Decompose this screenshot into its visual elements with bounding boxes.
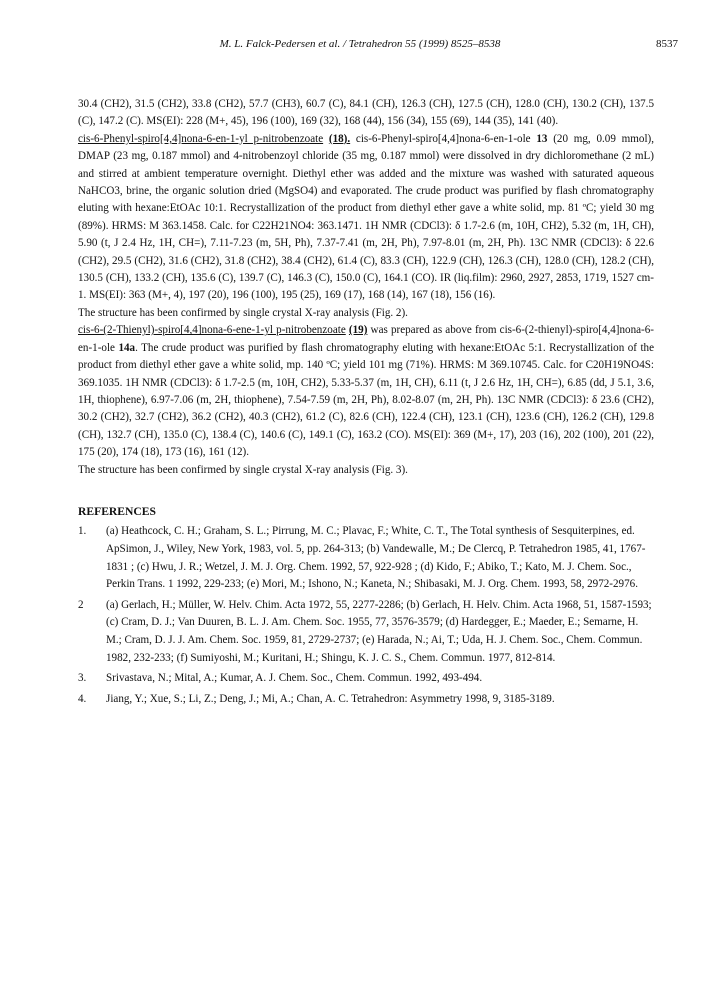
compound-18-title: cis-6-Phenyl-spiro[4,4]nona-6-en-1-yl p-nitrobenzoate — [78, 132, 324, 145]
xray-note-fig3: The structure has been confirmed by single crystal X-ray analysis (Fig. 3). — [78, 463, 408, 476]
reference-text: (a) Heathcock, C. H.; Graham, S. L.; Pirrung, M. C.; Plavac, F.; White, C. T., The Total synthesis of Sesquiterpines, ed. ApSimon, J., Wiley, New York, 1983, vol. 5, pp. 264-313; (b) Vandewalle, M.; De Clercq, P. Tetrahedron 1985, 41, 1767-1831 ; (c) Hwu, J. R.; Wetzel, J. M. J. Org. Chem. 1992, 57, 922-928 ; (d) Kido, F.; Abiko, T.; Kato, M. J. Chem. Soc., Perkin Trans. 1 1992, 229-233; (e) Mori, M.; Ishono, N.; Kaneta, N.; Shibasaki, M. J. Org. Chem. 1993, 58, 2972-2976. — [106, 525, 646, 591]
compound-18-number: (18). — [328, 132, 351, 145]
article-body — [78, 96, 654, 708]
compound-19-text-b: . The crude product was purified by flash chromatography eluting with hexane:EtOAc 5:1. Recrystallization of the product from diethyl ether gave a white solid, mp. 140 ºC; yield 101 mg (71%). HRMS: M 369.10745. Calc. for C20H19NO4S: 369.1035. 1H NMR (CDCl3): δ 1.7-2.5 (m, 10H, CH2), 5.33-5.37 (m, 1H, CH), 6.11 (t, J 2.6 Hz, 1H, CH=), 6.85 (dd, J 5.1, 3.6, 1H, thiophene), 6.97-7.06 (m, 2H, thiophene), 7.54-7.59 (m, 2H, Ph), 8.02-8.07 (m, 2H, Ph). 13C NMR (CDCl3): δ 23.6 (CH2), 30.2 (CH2), 32.7 (CH2), 36.2 (CH2), 40.3 (CH2), 61.2 (C), 82.6 (CH), 122.4 (CH), 123.1 (CH), 123.6 (CH), 126.2 (CH), 129.8 (CH), 132.7 (CH), 135.0 (C), 138.4 (C), 140.6 (C), 149.1 (C), 163.2 (CO). MS(EI): 369 (M+, 17), 203 (16), 202 (100), 201 (22), 175 (20), 174 (18), 173 (16), 161 (12). — [78, 341, 654, 459]
compound-14a-ref: 14a — [118, 341, 136, 354]
compound-13-ref: 13 — [536, 132, 548, 145]
spectral-data-paragraph: 30.4 (CH2), 31.5 (CH2), 33.8 (CH2), 57.7 (CH3), 60.7 (C), 84.1 (CH), 126.3 (CH), 127.5 (CH), 128.0 (CH), 130.2 (CH), 137.5 (C), 147.2 (C). MS(EI): 228 (M+, 45), 196 (100), 169 (32), 168 (44), 156 (34), 155 (69), 144 (35), 141 (40). — [78, 98, 654, 128]
reference-item — [78, 523, 654, 593]
reference-item — [78, 597, 654, 667]
reference-number: 3. — [78, 672, 87, 685]
compound-19-paragraph — [78, 322, 654, 461]
compound-19-number: (19) — [348, 324, 368, 337]
page-header — [0, 38, 720, 52]
compound-18-text-b: (20 mg, 0.09 mmol), DMAP (23 mg, 0.187 mmol) and 4-nitrobenzoyl chloride (35 mg, 0.187 mmol) were dissolved in dry dichloromethane (2 mL) and stirred at ambient temperature overnight. Diethyl ether was added and the mixture was washed with saturated aqueous NaHCO3, brine, the organic solution dried (MgSO4) and evaporated. The crude product was purified by flash chromatography eluting with hexane:EtOAc 10:1. Recrystallization of the product from diethyl ether gave a white solid, mp. 81 ºC; yield 30 mg (89%). HRMS: M 363.1458. Calc. for C22H21NO4: 363.1471. 1H NMR (CDCl3): δ 1.7-2.6 (m, 10H, CH2), 5.32 (m, 1H, CH), 5.90 (t, J 2.4 Hz, 1H, CH=), 7.11-7.23 (m, 5H, Ph), 7.37-7.41 (m, 2H, Ph), 7.97-8.01 (m, 2H, Ph). 13C NMR (CDCl3): δ 22.6 (CH2), 29.5 (CH2), 31.6 (CH2), 31.8 (CH2), 38.4 (CH2), 61.4 (C), 83.3 (CH), 122.9 (CH), 126.3 (CH), 128.0 (CH), 128.2 (CH), 130.5 (CH), 133.2 (CH), 135.6 (C), 139.7 (C), 146.3 (C), 150.0 (C), 164.1 (CO). IR (liq.film): 2960, 2927, 2853, 1719, 1527 cm-1. MS(EI): 363 (M+, 4), 197 (20), 196 (100), 195 (25), 169 (17), 168 (14), 167 (18), 156 (16). — [78, 132, 654, 302]
compound-18-paragraph — [78, 131, 654, 305]
compound-19-title: cis-6-(2-Thienyl)-spiro[4,4]nona-6-ene-1-yl p-nitrobenzoate — [78, 324, 346, 337]
references-heading: REFERENCES — [78, 504, 156, 518]
page-number: 8537 — [656, 38, 678, 50]
running-head: M. L. Falck-Pedersen et al. / Tetrahedron 55 (1999) 8525–8538 — [219, 38, 501, 50]
reference-number: 1. — [78, 525, 87, 538]
reference-item — [78, 691, 654, 709]
reference-number: 2 — [78, 598, 84, 611]
xray-note-fig2: The structure has been confirmed by single crystal X-ray analysis (Fig. 2). — [78, 306, 408, 319]
reference-text: (a) Gerlach, H.; Müller, W. Helv. Chim. Acta 1972, 55, 2277-2286; (b) Gerlach, H. Helv. Chim. Acta 1968, 51, 1587-1593; (c) Cram, D. J.; Van Duuren, B. L. J. Am. Chem. Soc. 1955, 77, 3576-3579; (d) Hardegger, E.; Maeder, E.; Semarne, H. M.; Cram, D. J. J. Am. Chem. Soc. 1959, 81, 2729-2737; (e) Harada, N.; Ai, T.; Uda, H. J. Chem. Soc., Chem. Commun. 1982, 232-233; (f) Sumiyoshi, M.; Kuritani, H.; Shingu, K. J. C. S., Chem. Commun. 1977, 812-814. — [106, 598, 652, 664]
compound-19-text-a: was prepared as above from cis-6-(2-thienyl)-spiro[4,4]nona-6-en-1-ole — [78, 324, 654, 354]
compound-18-text-a: cis-6-Phenyl-spiro[4,4]nona-6-en-1-ole — [350, 132, 537, 145]
reference-number: 4. — [78, 692, 87, 705]
reference-text: Srivastava, N.; Mital, A.; Kumar, A. J. Chem. Soc., Chem. Commun. 1992, 493-494. — [106, 672, 483, 685]
reference-item — [78, 670, 654, 688]
reference-text: Jiang, Y.; Xue, S.; Li, Z.; Deng, J.; Mi, A.; Chan, A. C. Tetrahedron: Asymmetry 1998, 9, 3185-3189. — [106, 692, 555, 705]
